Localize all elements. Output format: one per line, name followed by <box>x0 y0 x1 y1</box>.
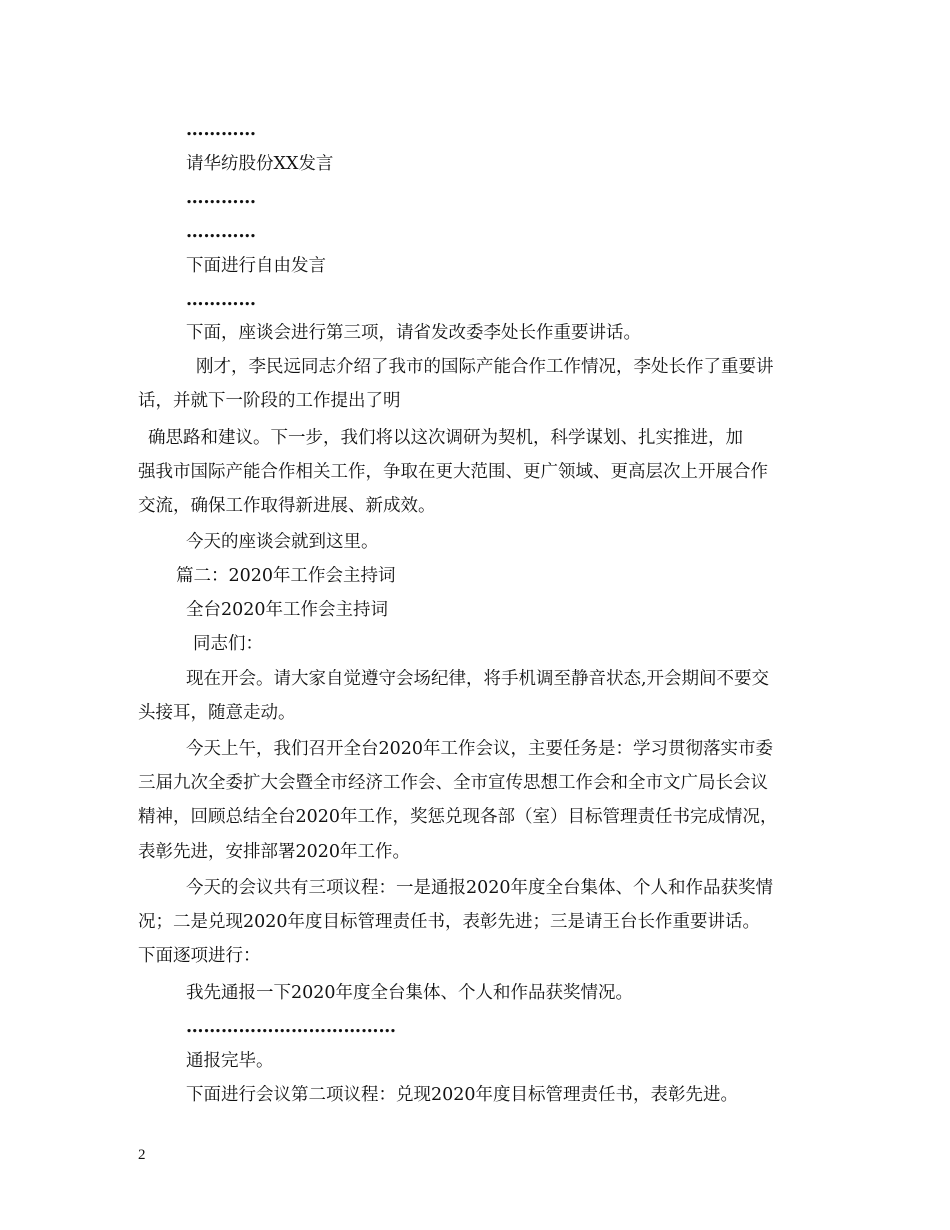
text-line: 交流，确保工作取得新进展、新成效。 <box>138 496 436 516</box>
ellipsis-line: ………… <box>186 290 256 310</box>
text-line: 下面，座谈会进行第三项，请省发改委李处长作重要讲话。 <box>186 323 641 343</box>
text-line: 今天上午，我们召开全台2020年工作会议，主要任务是：学习贯彻落实市委 <box>186 739 774 759</box>
ellipsis-line: ………… <box>186 222 256 242</box>
ellipsis-line: ………… <box>186 120 256 140</box>
page-number: 2 <box>138 1147 146 1163</box>
text-line: 我先通报一下2020年度全台集体、个人和作品获奖情况。 <box>186 983 634 1003</box>
ellipsis-line: ………… <box>186 188 256 208</box>
text-line: 表彰先进，安排部署2020年工作。 <box>138 842 411 862</box>
text-line: 请华纺股份XX发言 <box>186 154 334 174</box>
subheading: 全台2020年工作会主持词 <box>186 600 389 620</box>
ellipsis-line: ……………………………… <box>186 1017 396 1037</box>
text-line: 强我市国际产能合作相关工作，争取在更大范围、更广领域、更高层次上开展合作 <box>138 462 768 482</box>
text-line: 刚才，李民远同志介绍了我市的国际产能合作工作情况，李处长作了重要讲 <box>196 357 774 377</box>
text-line: 今天的会议共有三项议程：一是通报2020年度全台集体、个人和作品获奖情 <box>186 878 774 898</box>
salutation: 同志们： <box>193 634 263 654</box>
text-line: 况；二是兑现2020年度目标管理责任书，表彰先进；三是请王台长作重要讲话。 <box>138 912 761 932</box>
text-line: 下面进行自由发言 <box>186 256 326 276</box>
text-line: 今天的座谈会就到这里。 <box>186 532 379 552</box>
text-line: 通报完毕。 <box>186 1051 274 1071</box>
text-line: 现在开会。请大家自觉遵守会场纪律，将手机调至静音状态,开会期间不要交 <box>186 669 770 689</box>
text-line: 下面进行会议第二项议程：兑现2020年度目标管理责任书，表彰先进。 <box>186 1085 739 1105</box>
section-heading: 篇二：2020年工作会主持词 <box>176 566 396 586</box>
text-line: 下面逐项进行： <box>138 946 261 966</box>
text-line: 三届九次全委扩大会暨全市经济工作会、全市宣传思想工作会和全市文广局长会议 <box>138 773 768 793</box>
text-line: 精神，回顾总结全台2020年工作，奖惩兑现各部（室）目标管理责任书完成情况， <box>138 807 778 827</box>
text-line: 话，并就下一阶段的工作提出了明 <box>138 391 401 411</box>
text-line: 头接耳，随意走动。 <box>138 703 296 723</box>
text-line: 确思路和建议。下一步，我们将以这次调研为契机，科学谋划、扎实推进，加 <box>148 428 743 448</box>
